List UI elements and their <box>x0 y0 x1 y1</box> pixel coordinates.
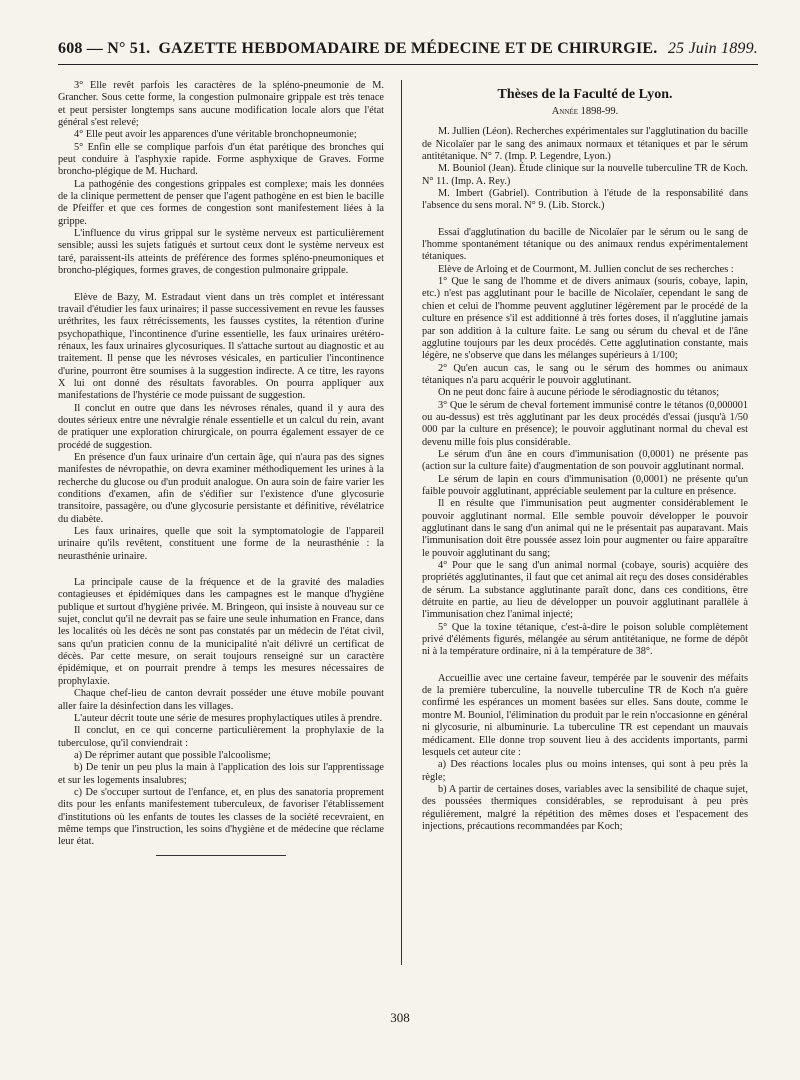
list-item: c) De s'occuper surtout de l'enfance, et, en plus des sanatoria proprement dits pour les enfants manifestement tuberculeux, de favoriser l'établissement d'institutions où les enfants de toutes les classes de la société recevraient, en même temps que l'instruction, les soins d'hygiène et de médecine que réclame leur état. <box>58 786 384 848</box>
list-item: a) Des réactions locales plus ou moins intenses, qui sont à peu près la règle; <box>422 759 748 783</box>
thesis-references <box>422 126 748 212</box>
paragraph: L'auteur décrit toute une série de mesures prophylactiques utiles à prendre. <box>74 712 383 724</box>
thesis-reference: M. Jullien (Léon). Recherches expérimentales sur l'agglutination du bacille de Nicolaïer par le sang des animaux normaux et tétaniques et par le sérum antitétanique. N° 7. (Imp. P. Legendre, Lyon.) <box>422 126 748 163</box>
section-year: Année 1898-99. <box>551 106 619 117</box>
list-item: a) De réprimer autant que possible l'alcoolisme; <box>74 749 271 761</box>
paragraph: Chaque chef-lieu de canton devrait posséder une étuve mobile pouvant aller faire la désinfection dans les villages. <box>58 688 384 712</box>
paragraph: Elève de Arloing et de Courmont, M. Jullien conclut de ses recherches : <box>438 263 734 275</box>
paragraph: Il en résulte que l'immunisation peut augmenter considérablement le pouvoir agglutinant normal. Elle semble pouvoir développer le pouvoir agglutinant dans le sang d'un animal qui ne le présentait pas auparavant. Mais l'immunisation doit être poussée assez loin pour augmenter ou faire apparaître le pouvoir agglutinant du sang; <box>422 498 748 559</box>
paragraph: La principale cause de la fréquence et de la gravité des maladies contagieuses et épidémiques dans les campagnes est le manque d'hygiène publique et surtout d'hygiène privée. M. Bringeon, qui insiste à nouveau sur ce sujet, conclut qu'il ne devrait pas se faire une seule inhumation en France, dans les localités où les décès ne sont pas constatés par un médecin de l'état civil, sans qu'un praticien connu de la municipalité n'ait délivré un certificat de décès. Par cette mesure, on serait toujours renseigné sur un caractère épidémique, et on pourrait prendre à temps les mesures nécessaires de prophylaxie. <box>58 577 384 687</box>
paragraph: Elève de Bazy, M. Estradaut vient dans un très complet et intéressant travail d'étudier les faux urinaires; il passe successivement en revue les fausses uréthrites, les faux rétrécissements, les fausses cystites, la rétention d'urine psychopathique, l'incontinence d'urine essentielle, les faux urinaires urétéro-rénaux, les faux urinaires glycosuriques. Il s'attache surtout au diagnostic et au traitement. Il pense que les névroses vésicales, en particulier l'incontinence d'urine, pourront être soumises à la suggestion indirecte. A ce titre, les rayons X lui ont donné des résultats favorables. On pourra appliquer aux manifestations de l'hystérie ce mode puissant de suggestion. <box>58 291 384 402</box>
header-issue: 608 — N° 51. <box>58 40 151 57</box>
paragraph: L'influence du virus grippal sur le système nerveux est particulièrement sensible; aussi les sujets fatigués et surtout ceux dont le système nerveux est taré, paraissent-ils atteints de préférence des formes spléno-pneumoniques et broncho-plégiques, formes graves, de congestion pulmonaire grippale. <box>58 228 384 277</box>
header-rule <box>58 64 758 65</box>
paragraph: En présence d'un faux urinaire d'un certain âge, qui n'aura pas des signes manifestes de névropathie, on devra examiner méthodiquement les urines à la recherche du glucose ou d'un produit analogue. On aura soin de faire varier les conditions d'examen, afin de s'édifier sur l'existence d'une glycosurie transitoire, passagère, ou d'une glycosurie persistante et définitive, révélatrice du diabète. <box>58 451 384 525</box>
paragraph: Essai d'agglutination du bacille de Nicolaïer par le sérum ou le sang de l'homme spontanément tétanique ou des animaux rendus expérimentalement tétaniques. <box>422 226 748 263</box>
thesis-reference: M. Imbert (Gabriel). Contribution à l'étude de la responsabilité dans l'absence du sens moral. N° 9. (Lib. Storck.) <box>422 188 748 212</box>
paragraph: Accueillie avec une certaine faveur, tempérée par le souvenir des méfaits de la première tuberculine, la nouvelle tuberculine TR de Koch n'a guère confirmé les espérances un moment basées sur elles. Sans doute, comme le montre M. Bouniol, l'élimination du produit par le rein n'occasionne en général ni glycosurie, ni albuminurie. La tuberculine TR est cependant un mauvais médicament. Elle donne trop souvent lieu à des accidents importants, parmi lesquels cet auteur cite : <box>422 672 748 758</box>
paragraph: 4° Elle peut avoir les apparences d'une véritable bronchopneumonie; <box>74 129 357 141</box>
section-divider <box>156 855 286 856</box>
list-item: 4° Pour que le sang d'un animal normal (cobaye, souris) acquière des propriétés agglutinantes, il faut que cet animal ait reçu des doses considérables de sérum. La substance agglutinante paraît donc, dans ces conditions, être détruite en partie, au lieu de développer un pouvoir agglutinant parallèle à l'immunisation chez l'animal injecté; <box>422 560 748 621</box>
list-item: 2° Qu'en aucun cas, le sang ou le sérum des hommes ou animaux tétaniques n'a paru acquérir le pouvoir agglutinant. <box>422 362 748 386</box>
header-date: 25 Juin 1899. <box>667 40 758 57</box>
paragraph: 3° Elle revêt parfois les caractères de la spléno-pneumonie de M. Grancher. Sous cette forme, la congestion pulmonaire grippale est très tenace et peut persister longtemps sans aucune modification locale alors que l'état général s'est relevé; <box>58 80 384 129</box>
column-rule <box>401 80 402 965</box>
paragraph: La pathogénie des congestions grippales est complexe; mais les données de la clinique permettent de penser que l'agent pathogène en est bien le bacille de Pfeiffer et que ces formes de congestion sont manifestement liées à la grippe. <box>58 178 384 227</box>
paragraph: Le sérum d'un âne en cours d'immunisation (0,0001) ne présente pas (action sur la culture faite) d'augmentation de son pouvoir agglutinant normal. <box>422 448 748 473</box>
list-item: b) De tenir un peu plus la main à l'application des lois sur l'apprentissage et sur les logements insalubres; <box>58 762 384 786</box>
paragraph: 5° Enfin elle se complique parfois d'un état parétique des bronches qui peut conduire à l'asphyxie rapide. Forme asphyxique de Graves. Forme broncho-plégique de M. Huchard. <box>58 141 384 178</box>
list-item: 5° Que la toxine tétanique, c'est-à-dire le poison soluble complètement privé d'éléments figurés, mélangée au sérum antitétanique, ne forme de dépôt ni à la température ordinaire, ni à la température de 38°. <box>422 621 748 658</box>
list-item: b) A partir de certaines doses, variables avec la sensibilité de chaque sujet, des poussées thermiques considérables, se reproduisant à peu près régulièrement, malgré la répétition des mêmes doses et l'espacement des injections, précautions recommandées par Koch; <box>422 783 748 832</box>
thesis-reference: M. Bouniol (Jean). Étude clinique sur la nouvelle tuberculine TR de Koch. N° 11. (Imp. A. Rey.) <box>422 163 748 187</box>
section-gap <box>58 563 384 577</box>
section-title: Thèses de la Faculté de Lyon. <box>497 87 673 102</box>
paragraph: On ne peut donc faire à aucune période le sérodiagnostic du tétanos; <box>438 387 720 399</box>
page-header <box>58 36 758 62</box>
page-number: 308 <box>390 1010 410 1025</box>
paragraph: Les faux urinaires, quelle que soit la symptomatologie de l'appareil urinaire qu'ils revêtent, constituent une forme de la neurasthénie : la neurasthénie urinaire. <box>58 526 384 562</box>
paragraph: Il conclut en outre que dans les névroses rénales, quand il y aura des doutes sérieux entre une névralgie rénale essentielle et un calcul du rein, avant de pratiquer une exploration chirurgicale, on pourra également essayer de ce procédé de suggestion. <box>58 402 384 451</box>
left-column <box>58 80 384 862</box>
right-column <box>422 80 748 833</box>
header-journal-title: GAZETTE HEBDOMADAIRE DE MÉDECINE ET DE CHIRURGIE. <box>158 40 658 57</box>
section-gap <box>58 278 384 292</box>
section-gap <box>422 213 748 227</box>
list-item: 3° Que le sérum de cheval fortement immunisé contre le tétanos (0,000001 ou au-dessus) est très agglutinant par les deux procédés d'essai (jusqu'à 1/50 000 par la culture en présence); le pouvoir agglutinant normal du cheval est devenu mille fois plus considérable. <box>422 399 748 448</box>
list-item: 1° Que le sang de l'homme et de divers animaux (souris, cobaye, lapin, etc.) n'est pas agglutinant pour le bacille de Nicolaïer, cependant le sang de chien et celui de l'homme peuvent agglutiner légèrement par le procédé de la culture en présence s'il est additionné à très fortes doses, il n'agglutine jamais par son addition à la culture faite. Le sang ou sérum du cheval et de l'âne agglutine toujours par les deux procédés. Cette agglutination constante, mais légère, ne s'observe que dans les mélanges supérieurs à 1/100; <box>422 276 748 362</box>
paragraph: Le sérum de lapin en cours d'immunisation (0,0001) ne présente qu'un faible pouvoir agglutinant, appréciable seulement par la culture en présence. <box>422 473 748 497</box>
section-gap <box>422 659 748 673</box>
paragraph: Il conclut, en ce qui concerne particulièrement la prophylaxie de la tuberculose, qu'il conviendrait : <box>58 725 384 749</box>
